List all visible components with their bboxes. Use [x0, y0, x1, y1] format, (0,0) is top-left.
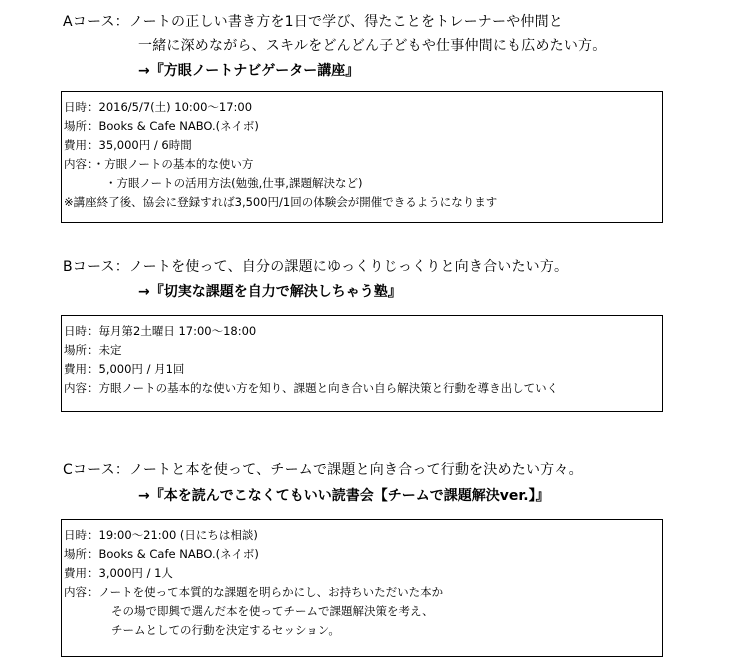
course-b-content: 内容：方眼ノートの基本的な使い方を知り、課題と向き合い自ら解決策と行動を導き出していく — [64, 381, 559, 395]
course-a-heading-line1: Aコース：ノートの正しい書き方を1日で学び、得たことをトレーナーや仲間と — [63, 14, 564, 30]
course-a-heading-line2: 一緒に深めながら、スキルをどんどん子どもや仕事仲間にも広めたい方。 — [138, 38, 607, 54]
course-a-content: 内容：・方眼ノートの基本的な使い方 — [64, 157, 254, 171]
course-c-info-box — [61, 519, 663, 657]
course-c-heading-line1: Cコース：ノートと本を使って、チームで課題と向き合って行動を決めたい方々。 — [63, 462, 583, 478]
course-b-link[interactable]: →『切実な課題を自力で解決しちゃう塾』 — [138, 284, 402, 300]
course-a-content-2: ・方眼ノートの活用方法(勉強,仕事,課題解決など) — [105, 176, 363, 190]
course-c-place: 場所：Books & Cafe NABO.(ネイボ) — [64, 547, 259, 561]
course-b-info-box — [61, 315, 663, 412]
course-b-heading-line1: Bコース：ノートを使って、自分の課題にゆっくりじっくりと向き合いたい方。 — [63, 259, 569, 275]
course-a-place: 場所：Books & Cafe NABO.(ネイボ) — [64, 119, 259, 133]
course-a-fee: 費用：35,000円 / 6時間 — [64, 138, 192, 152]
course-b-date: 日時：毎月第2土曜日 17:00〜18:00 — [64, 324, 257, 338]
course-c-date: 日時：19:00〜21:00 (日にちは相談) — [64, 528, 258, 542]
course-c-content: 内容：ノートを使って本質的な課題を明らかにし、お持ちいただいた本か — [64, 585, 444, 599]
course-a-date: 日時：2016/5/7(土) 10:00〜17:00 — [64, 100, 253, 114]
course-a-link[interactable]: →『方眼ノートナビゲーター講座』 — [138, 63, 360, 79]
course-c-content-3: チームとしての行動を決定するセッション。 — [111, 623, 340, 637]
course-b-place: 場所：未定 — [64, 343, 122, 357]
course-a-info-box — [61, 91, 663, 223]
course-a-note: ※講座終了後、協会に登録すれば3,500円/1回の体験会が開催できるようになります — [64, 195, 498, 209]
course-c-fee: 費用：3,000円 / 1人 — [64, 566, 173, 580]
course-c-content-2: その場で即興で選んだ本を使ってチームで課題解決策を考え、 — [111, 604, 434, 618]
course-b-fee: 費用：5,000円 / 月1回 — [64, 362, 185, 376]
course-c-link[interactable]: →『本を読んでこなくてもいい読書会【チームで課題解決ver.】』 — [138, 488, 550, 504]
